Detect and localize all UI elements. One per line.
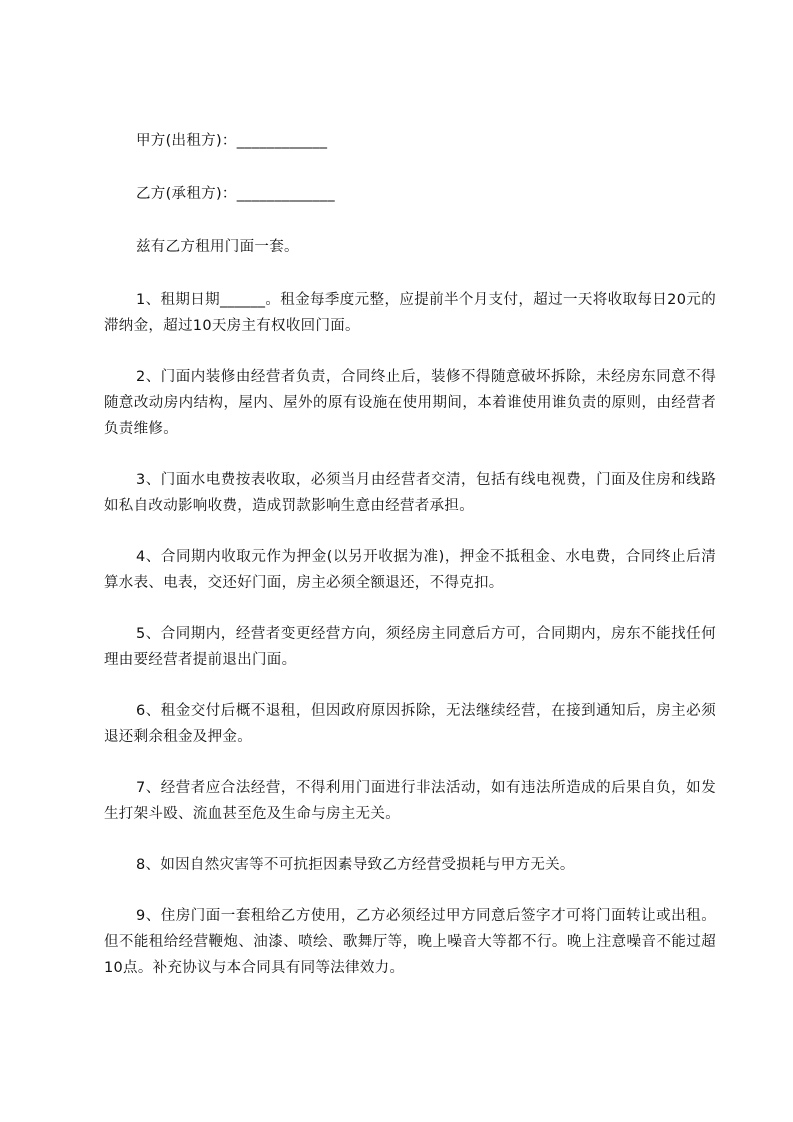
clause-6: 6、租金交付后概不退租，但因政府原因拆除，无法继续经营，在接到通知后，房主必须退还剩余租金及押金。 xyxy=(104,703,716,745)
clause-7: 7、经营者应合法经营，不得利用门面进行非法活动，如有违法所造成的后果自负，如发生打架斗殴、流血甚至危及生命与房主无关。 xyxy=(104,780,716,822)
party-b-line: 乙方(承租方)：_____________ xyxy=(136,186,335,202)
clause-8: 8、如因自然灾害等不可抗拒因素导致乙方经营受损耗与甲方无关。 xyxy=(136,857,575,873)
clause-2: 2、门面内装修由经营者负责，合同终止后，装修不得随意破坏拆除，未经房东同意不得随意改动房内结构，屋内、屋外的原有设施在使用期间，本着谁使用谁负责的原则，由经营者负责维修。 xyxy=(104,369,716,437)
party-a-line: 甲方(出租方)：____________ xyxy=(136,133,328,149)
clause-4: 4、合同期内收取元作为押金(以另开收据为准)，押金不抵租金、水电费，合同终止后清算水表、电表，交还好门面，房主必须全额退还，不得克扣。 xyxy=(104,549,716,591)
document-body xyxy=(104,128,716,1006)
intro-line: 兹有乙方租用门面一套。 xyxy=(136,239,299,255)
clause-5: 5、合同期内，经营者变更经营方向，须经房主同意后方可，合同期内，房东不能找任何理由要经营者提前退出门面。 xyxy=(104,626,716,668)
clause-9: 9、住房门面一套租给乙方使用，乙方必须经过甲方同意后签字才可将门面转让或出租。但不能租给经营鞭炮、油漆、喷绘、歌舞厅等，晚上噪音大等都不行。晚上注意噪音不能过超10点。补充协议与本合同具有同等法律效力。 xyxy=(104,908,716,976)
clause-3: 3、门面水电费按表收取，必须当月由经营者交清，包括有线电视费，门面及住房和线路如私自改动影响收费，造成罚款影响生意由经营者承担。 xyxy=(104,472,716,514)
clause-1: 1、租期日期______。租金每季度元整，应提前半个月支付，超过一天将收取每日20元的滞纳金，超过10天房主有权收回门面。 xyxy=(104,292,716,334)
